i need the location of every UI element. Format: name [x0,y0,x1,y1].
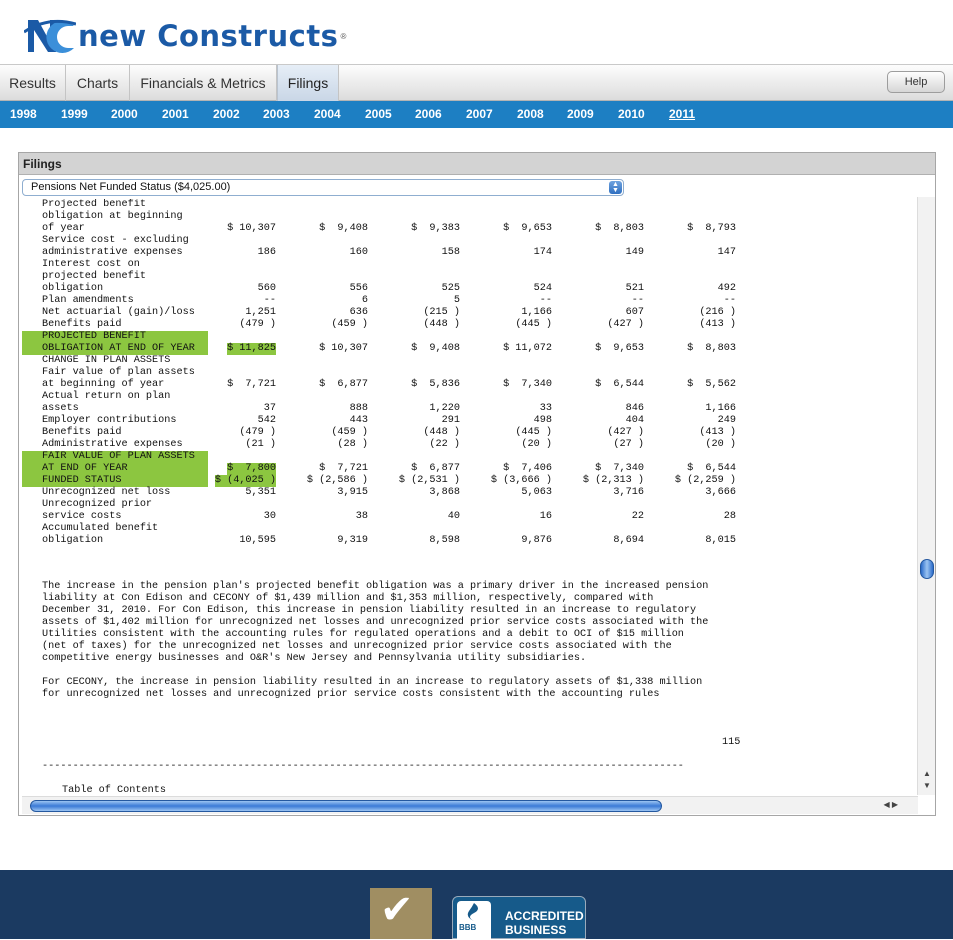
table-cell: $ 6,877 [411,463,460,474]
table-cell: 3,915 [337,487,368,498]
table-cell: 1,251 [245,307,276,318]
row-label: Projected benefit [42,199,146,210]
table-cell: 492 [717,283,736,294]
year-link[interactable]: 2010 [618,107,645,121]
table-cell: 5,351 [245,487,276,498]
table-cell: $ 7,340 [595,463,644,474]
table-cell: 16 [539,511,552,522]
filing-select[interactable] [22,179,624,196]
bbb-torch-icon [457,901,491,940]
checkmark-icon: ✔ [380,888,414,932]
table-cell: $ 7,406 [503,463,552,474]
row-label: AT END OF YEAR [22,463,208,475]
table-cell: $ 9,408 [319,223,368,234]
table-of-contents-link[interactable]: Table of Contents [62,785,166,795]
table-cell: 5,063 [521,487,552,498]
tab-filings[interactable]: Filings [277,65,339,101]
row-label: OBLIGATION AT END OF YEAR [22,343,208,355]
table-row [22,415,902,427]
table-cell: (28 ) [337,439,368,450]
table-row [22,355,902,367]
bbb-flame-icon [457,901,491,923]
table-cell: $ 9,653 [595,343,644,354]
brand-name: new Constructs [78,19,339,53]
table-cell: 9,319 [337,535,368,546]
footer [0,870,953,939]
table-cell: $ 5,562 [687,379,736,390]
horizontal-scroll-thumb[interactable] [30,800,662,812]
table-cell: $ (3,666 ) [490,475,552,486]
table-cell: $ 11,072 [503,343,552,354]
table-cell: 174 [533,247,552,258]
table-cell: (448 ) [423,427,460,438]
help-button[interactable]: Help [887,71,945,93]
row-label: obligation [42,535,104,546]
table-cell: 1,166 [521,307,552,318]
table-cell: 560 [257,283,276,294]
tab-charts[interactable]: Charts [66,65,130,101]
table-cell: 8,694 [613,535,644,546]
year-link[interactable]: 2008 [517,107,544,121]
registered-mark: ® [340,31,347,41]
nc-logo-icon [24,12,76,60]
table-cell: (413 ) [699,319,736,330]
table-row [22,295,902,307]
table-cell: 30 [263,511,276,522]
investor-trust-badge[interactable] [370,888,432,939]
table-cell: $ 8,793 [687,223,736,234]
bbb-label: BBB [459,923,477,932]
table-cell: 38 [355,511,368,522]
year-link[interactable]: 2009 [567,107,594,121]
table-cell: 888 [349,403,368,414]
table-cell: -- [539,295,552,306]
table-cell: 147 [717,247,736,258]
year-link[interactable]: 2006 [415,107,442,121]
table-cell: 160 [349,247,368,258]
row-label: FUNDED STATUS [22,475,208,487]
table-cell: $ 9,408 [411,343,460,354]
year-link[interactable]: 1999 [61,107,88,121]
year-link-current[interactable]: 2011 [669,107,696,121]
table-cell: 556 [349,283,368,294]
brand-logo[interactable] [24,8,346,64]
row-label: Unrecognized prior [42,499,153,510]
table-row [22,343,902,355]
table-cell: (20 ) [705,439,736,450]
table-cell: 28 [723,511,736,522]
table-cell: -- [723,295,736,306]
year-link[interactable]: 2002 [213,107,240,121]
panel-title: Filings [19,153,935,175]
row-label: of year [42,223,85,234]
row-label: Interest cost on [42,259,140,270]
vertical-scroll-thumb[interactable] [920,559,934,579]
table-cell: $ 11,825 [227,343,276,354]
table-cell: 525 [441,283,460,294]
accredited-text [505,909,584,937]
scroll-left-right-arrows-icon[interactable]: ◀ ▶ [883,800,898,809]
table-cell: (427 ) [607,319,644,330]
select-arrows-icon: ▲ ▼ [609,181,622,194]
table-cell: $ 9,653 [503,223,552,234]
table-cell: $ 7,800 [227,463,276,474]
table-cell: $ 8,803 [687,343,736,354]
year-link[interactable]: 1998 [10,107,37,121]
table-cell: $ 5,836 [411,379,460,390]
table-cell: $ 6,544 [687,463,736,474]
row-label: Fair value of plan assets [42,367,195,378]
table-cell: $ 10,307 [319,343,368,354]
row-label: Accumulated benefit [42,523,159,534]
paragraph-pension-increase: The increase in the pension plan's projected benefit obligation was a primary driver in the increased pension liability at Con Edison and CECONY of $1,439 million and $1,353 million, respectively, compared with December 31, 2010. For Con Edison, this increase in pension liability resulted in an increase to regulatory assets of $1,402 million for unrecognized net losses and unrecognized prior service costs associated with the Utilities consistent with the accounting rules for regulated operations and a debit to OCI of $15 million (net of taxes) for the unrecognized net losses and unrecognized prior service costs associated with the competitive energy businesses and O&R's New Jersey and Pennsylvania utility subsidiaries. [42,581,709,664]
table-row [22,247,902,259]
table-row [22,211,902,223]
row-label: obligation at beginning [42,211,183,222]
tab-financials-metrics[interactable]: Financials & Metrics [130,65,277,101]
table-cell: 607 [625,307,644,318]
scroll-down-arrow-icon[interactable]: ▼ [923,781,931,790]
table-cell: $ 9,383 [411,223,460,234]
table-cell: (427 ) [607,427,644,438]
table-row [22,439,902,451]
table-cell: 6 [361,295,368,306]
table-cell: (20 ) [521,439,552,450]
row-label: at beginning of year [42,379,165,390]
table-cell: 3,868 [429,487,460,498]
table-row [22,511,902,523]
table-cell: 22 [631,511,644,522]
table-cell: (445 ) [515,319,552,330]
table-cell: 158 [441,247,460,258]
table-row [22,367,902,379]
bbb-accredited-badge[interactable] [452,896,586,939]
table-row [22,223,902,235]
table-cell: 149 [625,247,644,258]
table-cell: (22 ) [429,439,460,450]
table-cell: $ (4,025 ) [214,475,276,486]
accredited-line2: BUSINESS [505,923,567,937]
table-cell: 636 [349,307,368,318]
table-row [22,271,902,283]
row-label: PROJECTED BENEFIT [22,331,208,343]
table-row [22,427,902,439]
table-row [22,259,902,271]
row-label: projected benefit [42,271,146,282]
row-label: Unrecognized net loss [42,487,171,498]
row-label: service costs [42,511,122,522]
year-link[interactable]: 2004 [314,107,341,121]
row-label: Employer contributions [42,415,177,426]
table-cell: 40 [447,511,460,522]
table-cell: (27 ) [613,439,644,450]
row-label: assets [42,403,79,414]
table-cell: $ 6,544 [595,379,644,390]
table-cell: $ 7,340 [503,379,552,390]
table-cell: (448 ) [423,319,460,330]
filings-panel [18,152,936,816]
table-cell: 249 [717,415,736,426]
row-label: Plan amendments [42,295,134,306]
row-label: administrative expenses [42,247,183,258]
table-row [22,499,902,511]
table-cell: $ 7,721 [319,463,368,474]
filing-select-value: Pensions Net Funded Status ($4,025.00) [31,181,231,193]
row-label: obligation [42,283,104,294]
table-row [22,283,902,295]
row-label: Service cost - excluding [42,235,189,246]
table-cell: -- [263,295,276,306]
page-divider: --------------------------------------------------------------------------------------------------------- [42,761,684,772]
row-label: Net actuarial (gain)/loss [42,307,195,318]
table-cell: (445 ) [515,427,552,438]
table-row [22,535,902,547]
table-cell: 5 [453,295,460,306]
row-label: Benefits paid [42,319,122,330]
table-row [22,379,902,391]
accredited-line1: ACCREDITED [505,909,584,923]
row-label: CHANGE IN PLAN ASSETS [42,355,171,366]
table-row [22,391,902,403]
table-cell: (459 ) [331,427,368,438]
row-label: Actual return on plan [42,391,171,402]
table-row [22,463,902,475]
table-cell: $ 7,721 [227,379,276,390]
table-cell: $ (2,531 ) [398,475,460,486]
table-cell: 521 [625,283,644,294]
row-label: Benefits paid [42,427,122,438]
table-row [22,331,902,343]
table-cell: 524 [533,283,552,294]
table-cell: $ 8,803 [595,223,644,234]
paragraph-cecony: For CECONY, the increase in pension liability resulted in an increase to regulatory assets of $1,338 million for unrecognized net losses and unrecognized prior service costs consistent with the accounting rules [42,677,703,700]
filing-document [22,199,918,795]
table-cell: 1,220 [429,403,460,414]
year-link[interactable]: 2005 [365,107,392,121]
table-cell: (479 ) [239,427,276,438]
table-cell: (459 ) [331,319,368,330]
table-row [22,475,902,487]
table-cell: (479 ) [239,319,276,330]
table-cell: 1,166 [705,403,736,414]
table-cell: 8,598 [429,535,460,546]
table-cell: 37 [263,403,276,414]
year-link[interactable]: 2007 [466,107,493,121]
table-row [22,523,902,535]
year-link[interactable]: 2003 [263,107,290,121]
table-cell: $ (2,259 ) [674,475,736,486]
table-cell: 9,876 [521,535,552,546]
table-row [22,307,902,319]
year-bar [0,101,953,128]
table-cell: 846 [625,403,644,414]
table-cell: $ 10,307 [227,223,276,234]
table-cell: 498 [533,415,552,426]
row-label: FAIR VALUE OF PLAN ASSETS [22,451,208,463]
table-cell: 291 [441,415,460,426]
horizontal-scrollbar[interactable] [22,796,918,814]
tab-results[interactable]: Results [0,65,66,101]
table-cell: 10,595 [239,535,276,546]
table-cell: $ 6,877 [319,379,368,390]
table-cell: 33 [539,403,552,414]
table-cell: 443 [349,415,368,426]
table-row [22,403,902,415]
table-row [22,199,902,211]
table-cell: $ (2,313 ) [582,475,644,486]
table-cell: $ (2,586 ) [306,475,368,486]
table-cell: (21 ) [245,439,276,450]
table-cell: -- [631,295,644,306]
main-tab-bar [0,64,953,101]
year-link[interactable]: 2000 [111,107,138,121]
table-row [22,319,902,331]
row-label: Administrative expenses [42,439,183,450]
table-cell: 3,666 [705,487,736,498]
year-link[interactable]: 2001 [162,107,189,121]
table-cell: 3,716 [613,487,644,498]
table-cell: 542 [257,415,276,426]
page-number: 115 [722,737,741,748]
table-row [22,487,902,499]
scroll-up-arrow-icon[interactable]: ▲ [923,769,931,778]
table-row [22,235,902,247]
table-row [22,451,902,463]
table-cell: 8,015 [705,535,736,546]
vertical-scrollbar[interactable] [917,197,935,795]
table-cell: 186 [257,247,276,258]
table-cell: 404 [625,415,644,426]
table-cell: (215 ) [423,307,460,318]
table-cell: (413 ) [699,427,736,438]
table-cell: (216 ) [699,307,736,318]
